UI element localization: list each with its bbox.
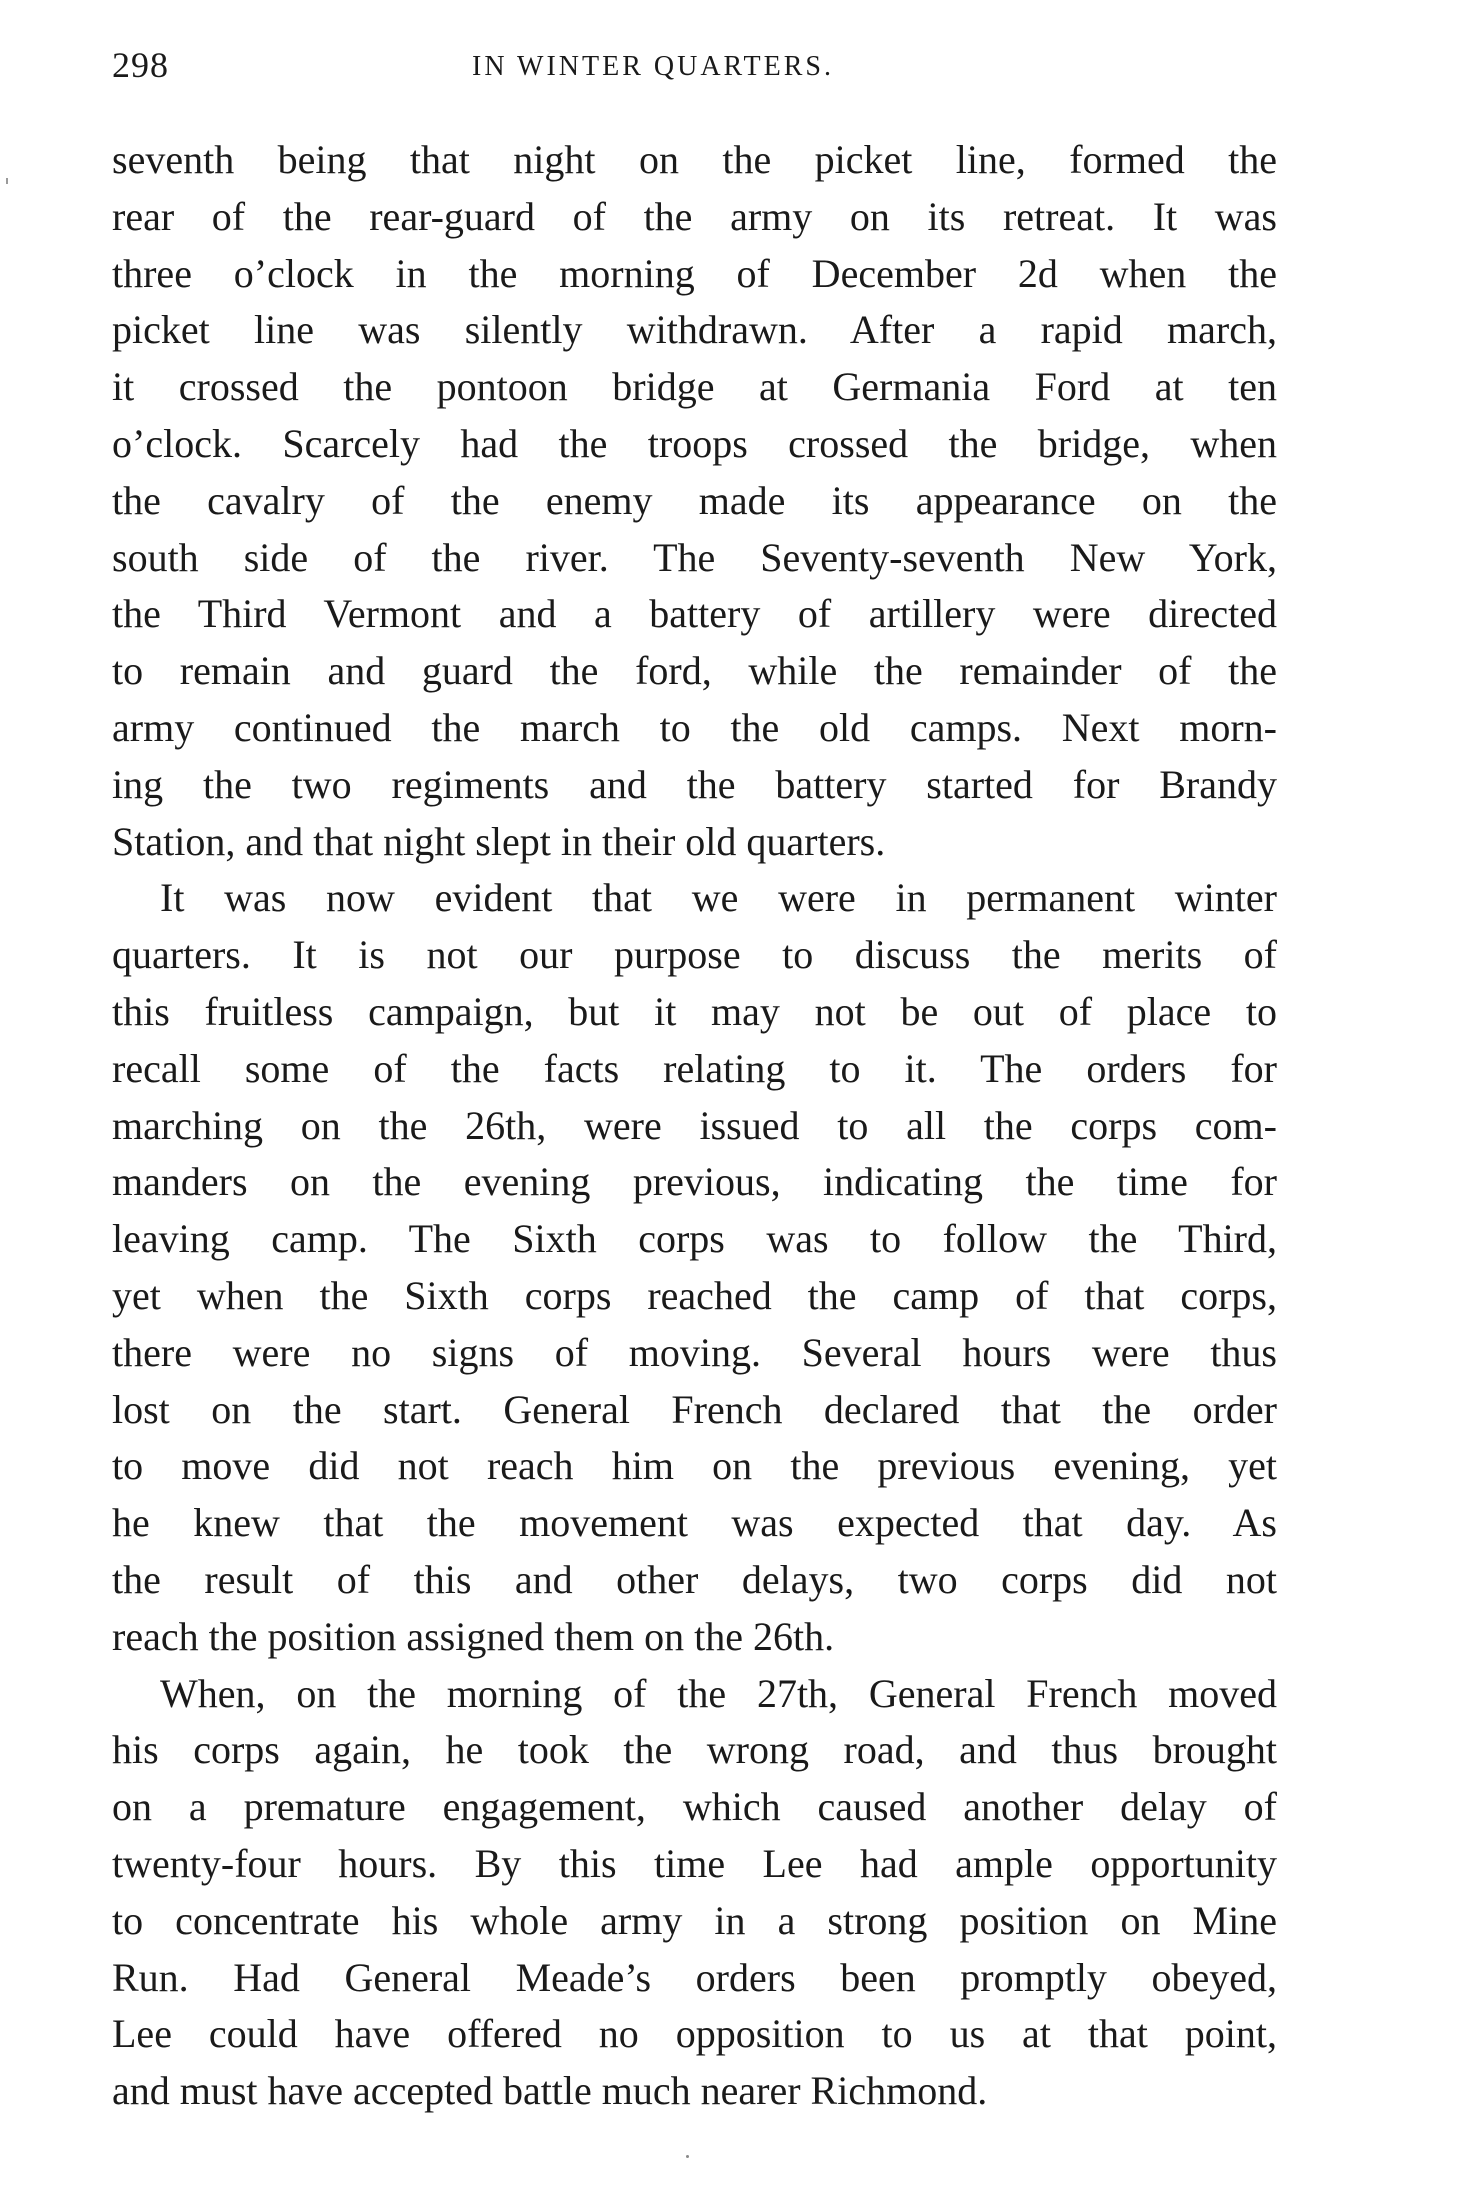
running-title: IN WINTER QUARTERS. (472, 51, 835, 82)
text-body (112, 132, 1277, 2120)
text-line: o’clock. Scarcely had the troops crossed the bridge, when (112, 420, 1277, 466)
text-line: south side of the river. The Seventy-seventh New York, (112, 534, 1277, 580)
paragraph-2 (112, 870, 1277, 1665)
text-line: ing the two regiments and the battery started for Brandy (112, 761, 1277, 807)
text-line: there were no signs of moving. Several hours were thus (112, 1329, 1277, 1375)
text-line: army continued the march to the old camps. Next morn- (112, 704, 1277, 750)
running-head (112, 40, 1277, 90)
text-line: When, on the morning of the 27th, General French moved (160, 1670, 1277, 1716)
text-line: twenty-four hours. By this time Lee had ample opportunity (112, 1840, 1277, 1886)
text-line: Run. Had General Meade’s orders been promptly obeyed, (112, 1954, 1277, 2000)
text-line: on a premature engagement, which caused another delay of (112, 1784, 1277, 1830)
text-line: rear of the rear-guard of the army on its retreat. It was (112, 193, 1277, 239)
text-line: the cavalry of the enemy made its appearance on the (112, 477, 1277, 523)
text-line: the Third Vermont and a battery of artillery were directed (112, 591, 1277, 637)
text-line: seventh being that night on the picket line, formed the (112, 137, 1277, 182)
text-line: Station, and that night slept in their old quarters. (112, 818, 886, 864)
foot-mark (686, 2155, 689, 2158)
text-line: it crossed the pontoon bridge at Germania Ford at ten (112, 364, 1277, 410)
text-line: It was now evident that we were in permanent winter (160, 875, 1277, 921)
text-line: this fruitless campaign, but it may not be out of place to (112, 988, 1277, 1034)
text-line: leaving camp. The Sixth corps was to follow the Third, (112, 1216, 1277, 1262)
text-line: to concentrate his whole army in a strong position on Mine (112, 1897, 1277, 1943)
text-line: marching on the 26th, were issued to all the corps com- (112, 1102, 1277, 1148)
text-line: lost on the start. General French declared that the order (112, 1386, 1277, 1432)
text-line: the result of this and other delays, two corps did not (112, 1556, 1277, 1602)
text-line: his corps again, he took the wrong road, and thus brought (112, 1727, 1277, 1773)
paragraph-1 (112, 132, 1277, 870)
text-line: to remain and guard the ford, while the remainder of the (112, 648, 1277, 694)
text-line: he knew that the movement was expected that day. As (112, 1500, 1277, 1546)
text-line: Lee could have offered no opposition to us at that point, (112, 2011, 1277, 2057)
text-line: to move did not reach him on the previous evening, yet (112, 1443, 1277, 1489)
paragraph-3 (112, 1666, 1277, 2120)
text-line: yet when the Sixth corps reached the camp of that corps, (112, 1272, 1277, 1318)
text-line: recall some of the facts relating to it. The orders for (112, 1045, 1277, 1091)
text-line: manders on the evening previous, indicating the time for (112, 1159, 1277, 1205)
page-number: 298 (112, 45, 169, 85)
text-line: reach the position assigned them on the 26th. (112, 1613, 835, 1659)
text-line: three o’clock in the morning of December 2d when the (112, 250, 1277, 296)
text-line: and must have accepted battle much nearer Richmond. (112, 2068, 988, 2114)
edge-mark (6, 178, 8, 184)
text-line: picket line was silently withdrawn. After a rapid march, (112, 307, 1277, 353)
text-line: quarters. It is not our purpose to discuss the merits of (112, 932, 1277, 978)
